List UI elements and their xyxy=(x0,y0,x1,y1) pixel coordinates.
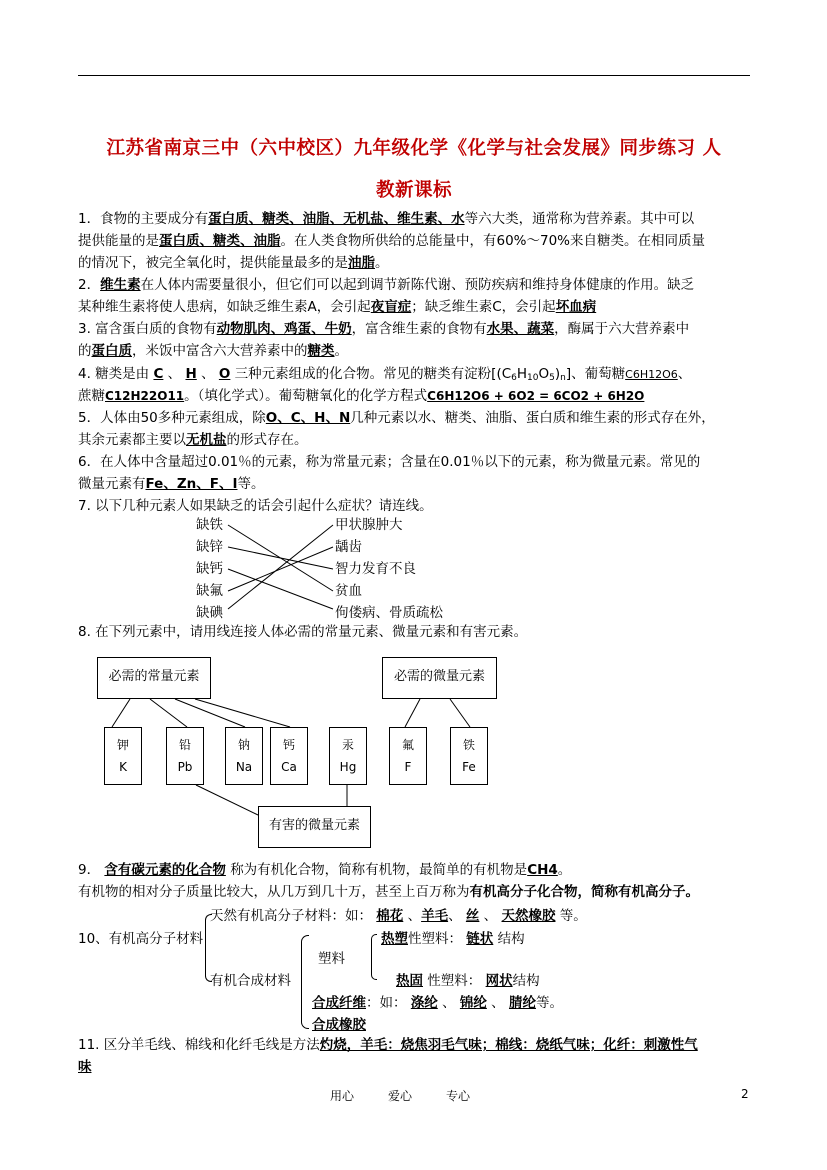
q10-natural-line: 天然有机高分子材料：如： 棉花 、羊毛、 丝 、 天然橡胶 等。 xyxy=(210,908,587,924)
q1-line-1: 1．食物的主要成分有蛋白质、糖类、油脂、无机盐、维生素、水等六大类，通常称为营养素。其中可以 xyxy=(78,211,695,227)
q7-left-item: 缺铁 xyxy=(196,517,223,533)
element-box-sodium: 钠 Na xyxy=(225,727,263,785)
q10-thermoplastic-line: 热塑性塑料： 链状 结构 xyxy=(381,931,525,947)
q7-right-item: 龋齿 xyxy=(335,539,362,555)
element-box-iron: 铁 Fe xyxy=(450,727,488,785)
element-box-potassium: 钾 K xyxy=(104,727,142,785)
q9-line-2: 有机物的相对分子质量比较大，从几万到几十万，甚至上百万称为有机高分子化合物，简称有机高分子。 xyxy=(78,884,699,900)
q8-prompt: 8. 在下列元素中，请用线连接人体必需的常量元素、微量元素和有害元素。 xyxy=(78,624,528,640)
element-box-lead: 铅 Pb xyxy=(166,727,204,785)
q10-label: 10、有机高分子材料 xyxy=(78,931,204,947)
element-box-calcium: 钙 Ca xyxy=(270,727,308,785)
q11-line-1: 11. 区分羊毛线、棉线和化纤毛线是方法灼烧，羊毛：烧焦羽毛气味；棉线：烧纸气味；化纤：刺激性气 xyxy=(78,1037,698,1053)
q9-line-1: 9． 含有碳元素的化合物 称为有机化合物，简称有机物，最简单的有机物是CH4。 xyxy=(78,862,572,878)
q7-prompt: 7. 以下几种元素人如果缺乏的话会引起什么症状？请连线。 xyxy=(78,498,433,514)
title-line-1: 江苏省南京三中（六中校区）九年级化学《化学与社会发展》同步练习 人 xyxy=(106,138,722,159)
q4-line-2: 蔗糖C12H22O11。（填化学式）。葡萄糖氧化的化学方程式C6H12O6 + 6O2 = 6CO2 + 6H2O xyxy=(78,388,645,404)
box-harmful-micro: 有害的微量元素 xyxy=(258,806,371,848)
footer-text-1: 用心 xyxy=(330,1089,355,1103)
q10-synthetic-brace xyxy=(301,935,309,1029)
q10-thermoset-line: 热固 性塑料： 网状结构 xyxy=(396,973,540,989)
q7-left-item: 缺锌 xyxy=(196,539,223,555)
box-essential-macro: 必需的常量元素 xyxy=(97,657,211,699)
q3-line-2: 的蛋白质，米饭中富含六大营养素中的糖类。 xyxy=(78,343,348,359)
q7-right-item: 佝偻病、骨质疏松 xyxy=(335,605,443,621)
q10-synthetic-label: 有机合成材料 xyxy=(210,973,291,989)
box-essential-micro: 必需的微量元素 xyxy=(382,657,497,699)
page-number: 2 xyxy=(741,1087,749,1101)
q6-line-1: 6．在人体中含量超过0.01％的元素，称为常量元素；含量在0.01％以下的元素，称为微量元素。常见的 xyxy=(78,454,701,470)
q6-line-2: 微量元素有Fe、Zn、F、I等。 xyxy=(78,476,265,492)
q11-line-2: 味 xyxy=(78,1059,92,1075)
q2-line-1: 2．维生素在人体内需要量很小，但它们可以起到调节新陈代谢、预防疾病和维持身体健康的作用。缺乏 xyxy=(78,277,695,293)
q3-line-1: 3. 富含蛋白质的食物有动物肌肉、鸡蛋、牛奶，富含维生素的食物有水果、蔬菜，酶属于六大营养素中 xyxy=(78,321,690,337)
q10-fiber-line: 合成纤维：如： 涤纶 、 锦纶 、 腈纶等。 xyxy=(312,995,563,1011)
q7-left-item: 缺碘 xyxy=(196,605,223,621)
q7-right-item: 智力发育不良 xyxy=(335,561,416,577)
q1-line-3: 的情况下，被完全氧化时，提供能量最多的是油脂。 xyxy=(78,255,389,271)
q7-right-item: 贫血 xyxy=(335,583,362,599)
q7-left-item: 缺氟 xyxy=(196,583,223,599)
q5-line-1: 5．人体由50多种元素组成，除O、C、H、N几种元素以水、糖类、油脂、蛋白质和维生素的形式存在外， xyxy=(78,410,715,426)
element-box-mercury: 汞 Hg xyxy=(329,727,367,785)
q2-line-2: 某种维生素将使人患病，如缺乏维生素A，会引起夜盲症；缺乏维生素C，会引起坏血病 xyxy=(78,299,597,315)
element-box-fluorine: 氟 F xyxy=(389,727,427,785)
q10-plastic-label: 塑料 xyxy=(318,951,345,967)
q10-plastic-brace xyxy=(371,934,377,980)
q7-left-item: 缺钙 xyxy=(196,561,223,577)
q1-line-2: 提供能量的是蛋白质、糖类、油脂。在人类食物所供给的总能量中，有60%～70%来自糖类。在相同质量 xyxy=(78,233,706,249)
q7-right-item: 甲状腺肿大 xyxy=(335,517,403,533)
q5-line-2: 其余元素都主要以无机盐的形式存在。 xyxy=(78,432,308,448)
title-line-2: 教新课标 xyxy=(375,180,452,201)
footer-text-3: 专心 xyxy=(446,1089,471,1103)
q10-rubber-line: 合成橡胶 xyxy=(312,1017,366,1033)
footer-text-2: 爱心 xyxy=(388,1089,413,1103)
q4-line-1: 4. 糖类是由 C 、 H 、 O 三种元素组成的化合物。常见的糖类有淀粉$[(C_6H_{10}O_5)_n]$、葡萄糖C6H12O6、 xyxy=(78,366,692,383)
